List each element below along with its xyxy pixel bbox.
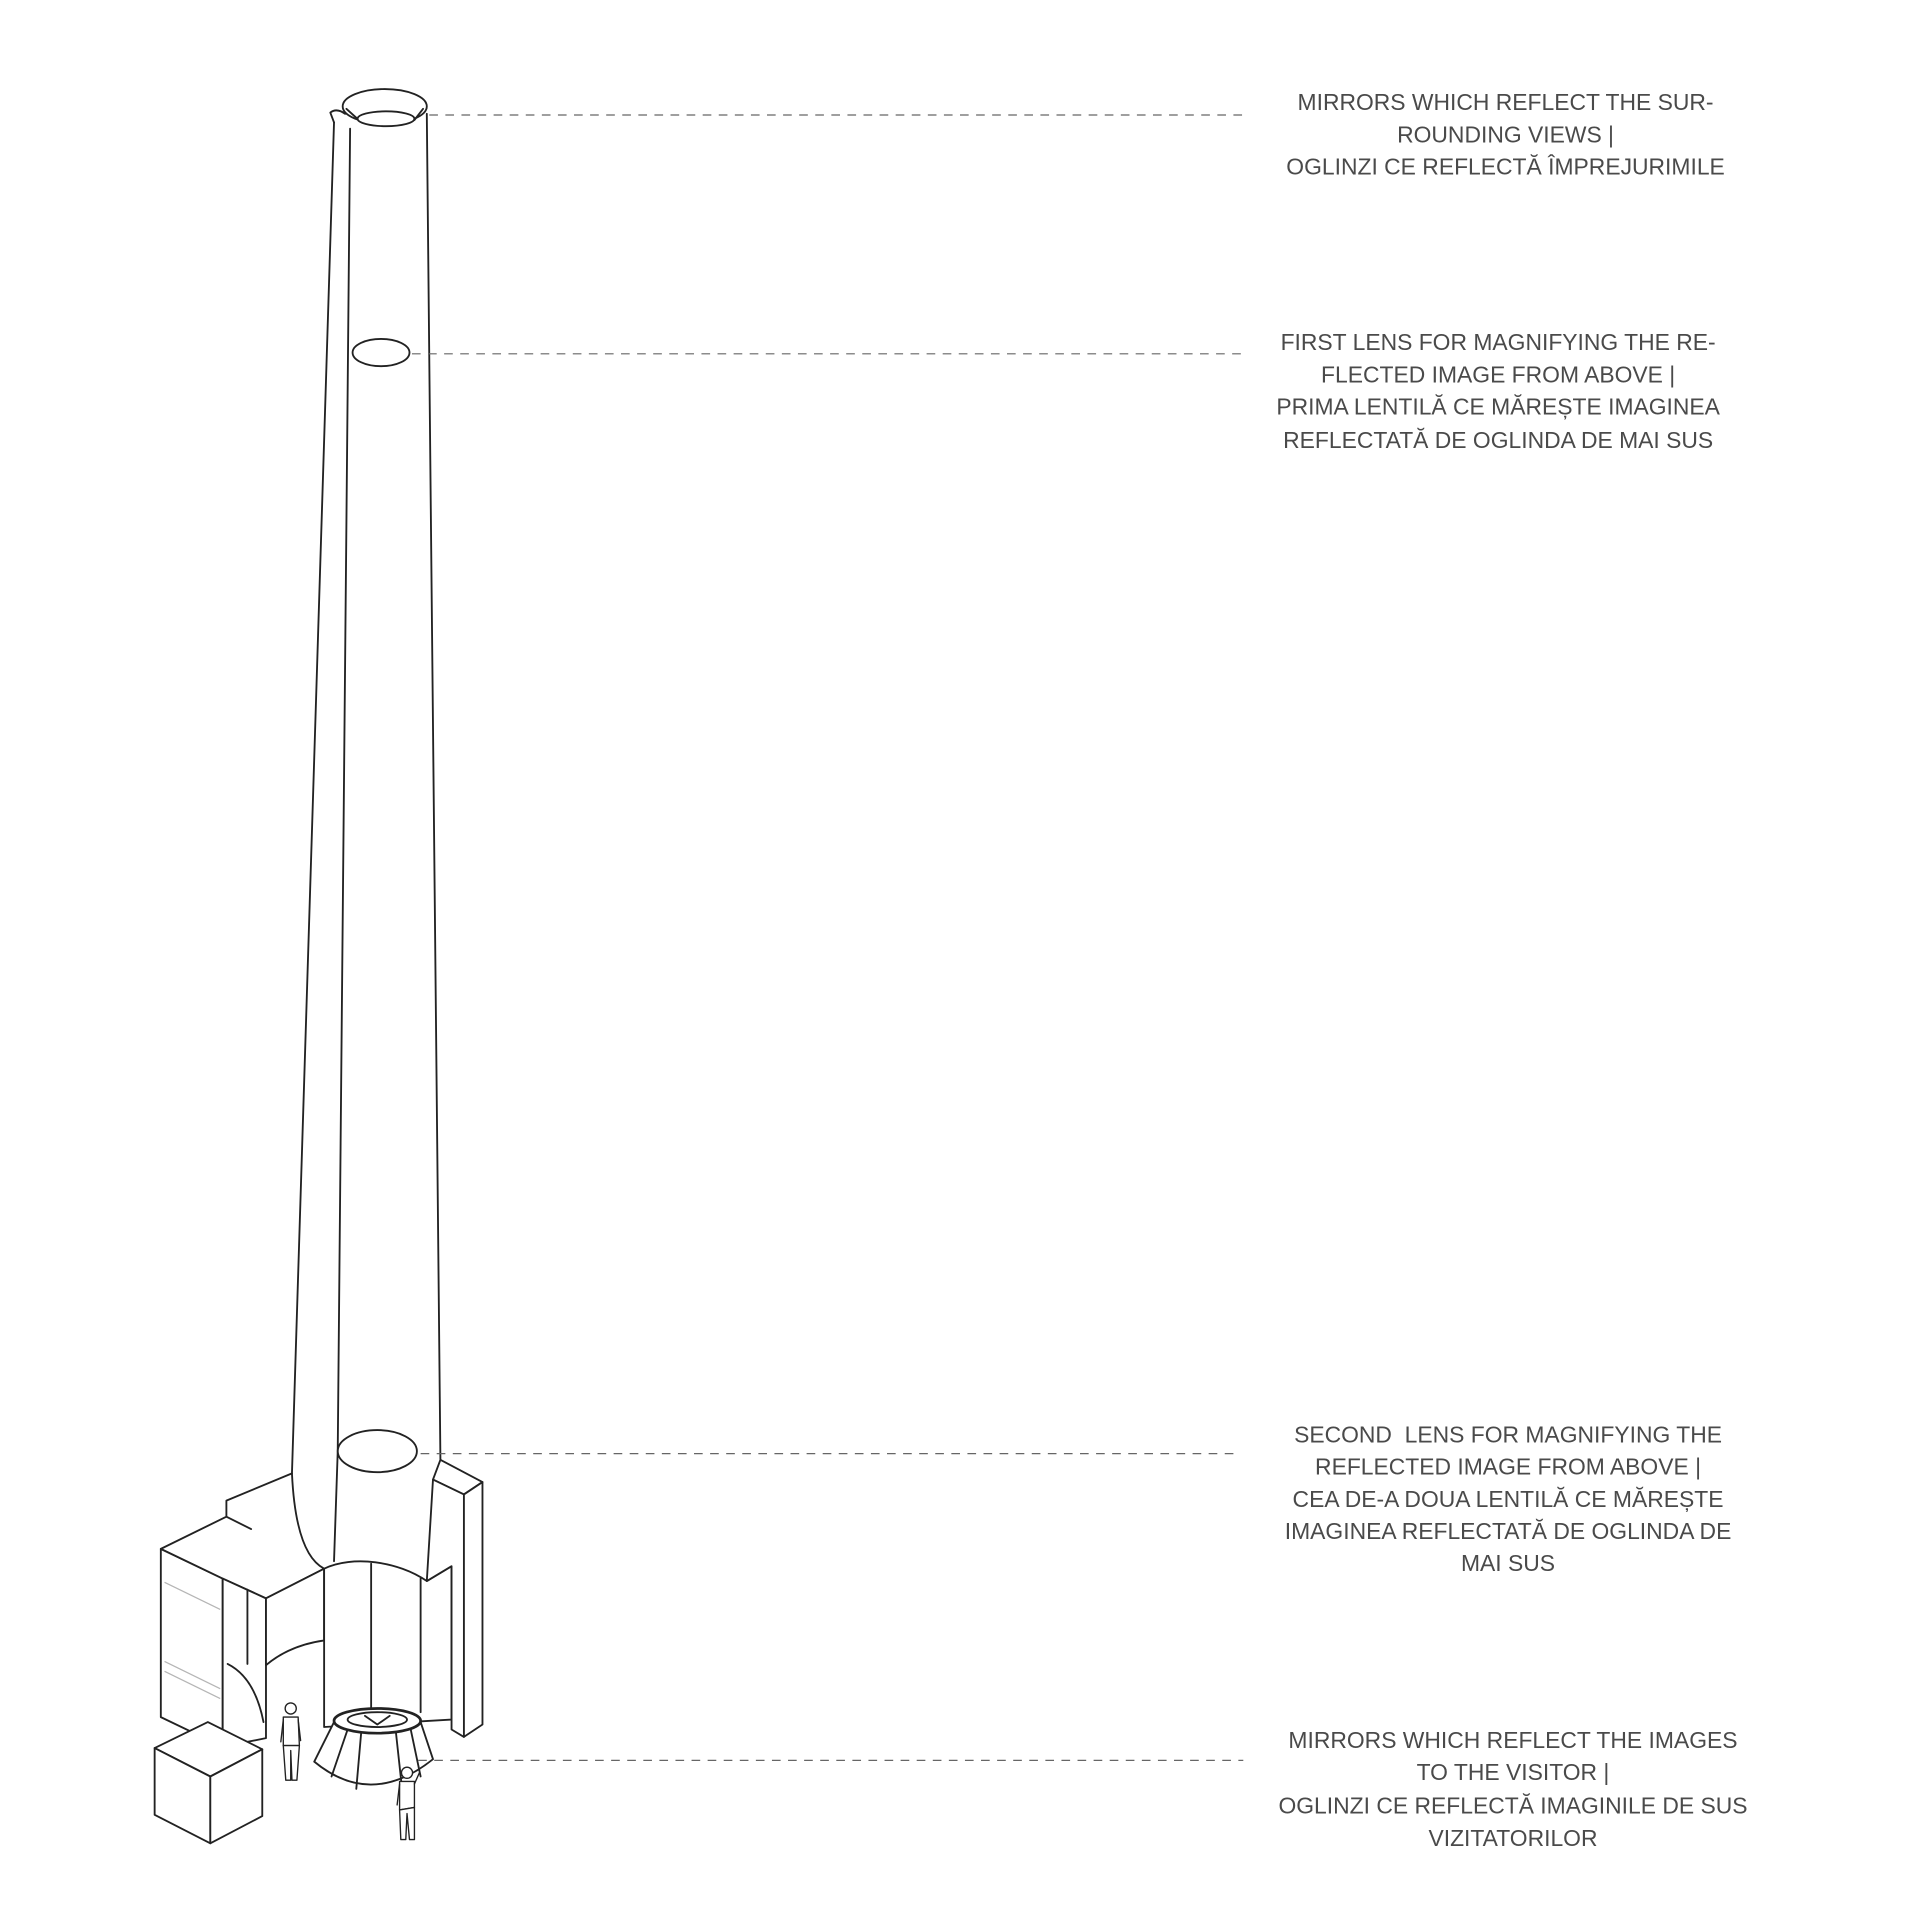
annotation-line: OGLINZI CE REFLECTĂ ÎMPREJURIMILE [1286,153,1725,180]
annotation-line: REFLECTED IMAGE FROM ABOVE | [1315,1453,1702,1480]
annotation-first-lens [1276,329,1720,453]
visitor-figure-left [281,1703,301,1780]
annotation-top-mirrors [1286,89,1725,179]
top-opening [358,111,415,126]
top-mirror [343,89,427,126]
annotation-line: OGLINZI CE REFLECTĂ IMAGINILE DE SUS [1278,1792,1748,1819]
annotation-line: MAI SUS [1461,1550,1556,1577]
annotation-line: MIRRORS WHICH REFLECT THE SUR- [1297,89,1714,116]
annotation-line: REFLECTATĂ DE OGLINDA DE MAI SUS [1283,426,1714,453]
annotation-line: IMAGINEA REFLECTATĂ DE OGLINDA DE [1284,1517,1732,1544]
shaft-right-outline [427,114,441,1460]
annotation-second-lens [1285,1421,1732,1576]
annotation-line: FIRST LENS FOR MAGNIFYING THE RE- [1280,329,1716,356]
chimney-shaft [292,110,440,1561]
left-pier-front-face [223,1579,266,1747]
figure-head [285,1703,296,1714]
figure-body [283,1717,299,1745]
annotation-line: CEA DE-A DOUA LENTILĂ CE MĂREȘTE [1292,1485,1724,1512]
annotation-line: FLECTED IMAGE FROM ABOVE | [1321,361,1676,388]
right-wing-front-face [324,1561,451,1727]
shaft-notch [330,110,345,122]
figure-legs [400,1807,415,1839]
annotation-line: PRIMA LENTILĂ CE MĂREȘTE IMAGINEA [1276,393,1720,420]
annotation-line: VIZITATORILOR [1428,1824,1598,1851]
annotation-line: ROUNDING VIEWS | [1397,121,1615,148]
right-wing-side-face [464,1482,483,1737]
figure-body [400,1781,415,1809]
annotation-line: TO THE VISITOR | [1416,1759,1610,1786]
figure-legs [283,1746,299,1781]
shaft-left-outline [292,122,334,1473]
first-lens [353,339,410,366]
chimney-base [155,1460,483,1844]
annotation-visitor-mirrors [1278,1727,1747,1851]
annotation-line: MIRRORS WHICH REFLECT THE IMAGES [1288,1727,1738,1754]
second-lens [338,1430,417,1472]
annotation-line: SECOND LENS FOR MAGNIFYING THE [1294,1421,1722,1448]
left-pier-side-face [161,1549,223,1747]
shaft-left-inner-edge [334,129,350,1562]
figure-head [401,1767,412,1778]
